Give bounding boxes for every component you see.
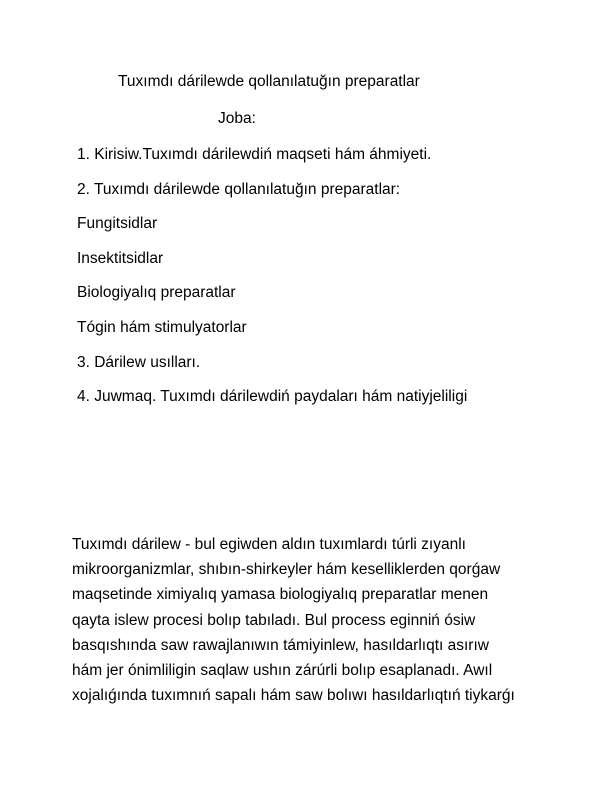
paragraph-line: hám jer ónimliligin saqlaw ushın zárúrli bolıp esaplanadı. Awıl: [72, 662, 493, 680]
plan-item-biological: Biologiyalıq preparatlar: [77, 284, 236, 302]
body-paragraph: [72, 532, 552, 708]
paragraph-line: xojalıǵında tuxımnıń sapalı hám saw bolıwı hasıldarlıqtıń tiykarǵı: [72, 687, 515, 705]
plan-item-preparations: 2. Tuxımdı dárilewde qollanılatuğın preparatlar:: [77, 180, 401, 198]
plan-item-fungicides: Fungitsidlar: [77, 215, 158, 233]
paragraph-line: qayta islew procesi bolıp tabıladı. Bul process eginniń ósiw: [72, 611, 476, 629]
plan-item-insecticides: Insektitsidlar: [77, 249, 164, 267]
paragraph-line: Tuxımdı dárilew - bul egiwden aldın tuxımlardı túrli zıyanlı: [72, 536, 466, 553]
plan-list: [77, 146, 467, 423]
paragraph-line: mikroorganizmlar, shıbın-shirkeyler hám keselliklerden qorǵaw: [72, 561, 501, 579]
document-title: Tuxımdı dárilewde qollanılatuğın preparatlar: [118, 73, 420, 90]
paragraph-line: maqsetinde ximiyalıq yamasa biologiyalıq preparatlar menen: [72, 586, 489, 604]
plan-heading: Joba:: [218, 110, 256, 127]
paragraph-line: basqıshında saw rawajlanıwın támiyinlew, hasıldarlıqtı asırıw: [72, 636, 489, 654]
plan-item-fertilizers: Tógin hám stimulyatorlar: [77, 318, 247, 336]
plan-item-methods: 3. Dárilew usılları.: [77, 353, 201, 371]
plan-item-introduction: 1. Kirisiw.Tuxımdı dárilewdiń maqseti hám áhmiyeti.: [77, 146, 432, 163]
plan-item-conclusion: 4. Juwmaq. Tuxımdı dárilewdiń paydaları hám natiyjeliligi: [77, 388, 468, 406]
